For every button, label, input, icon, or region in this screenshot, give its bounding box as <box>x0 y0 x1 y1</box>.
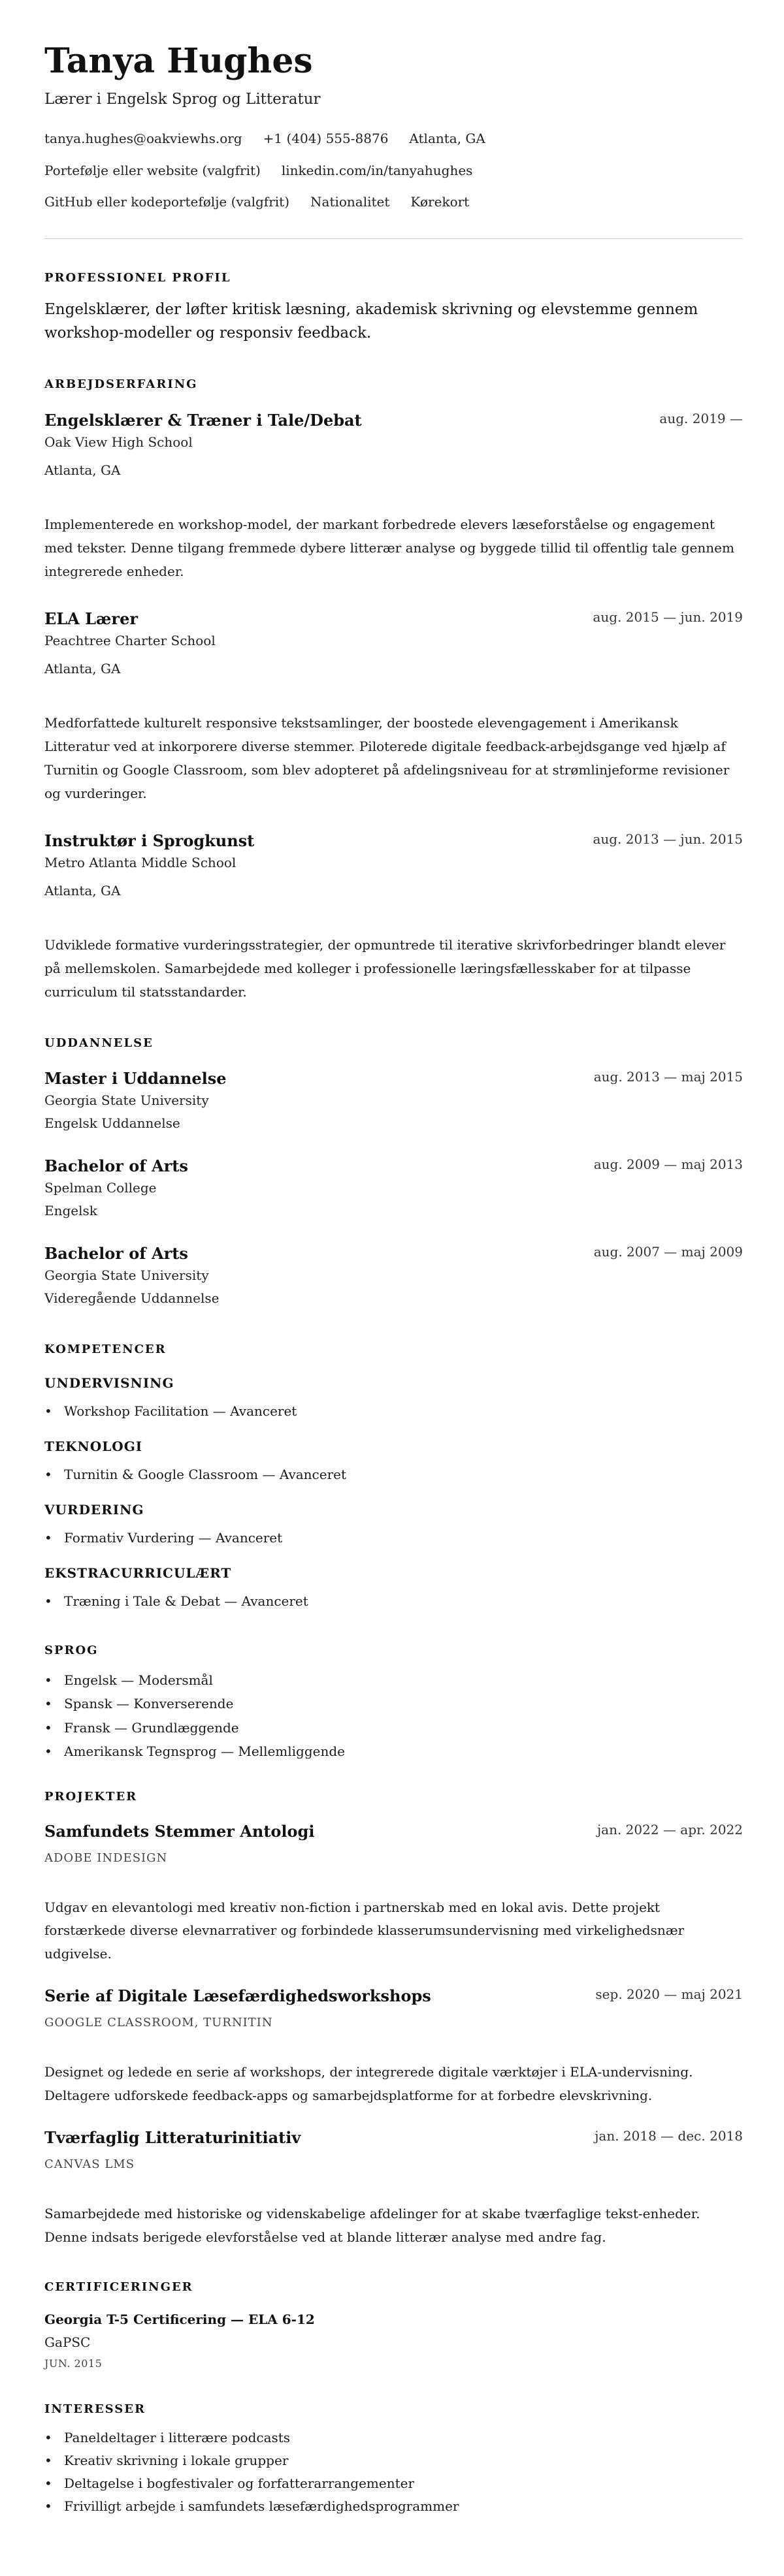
job-description: Udviklede formative vurderingsstrategier, der opmuntrede til iterative skrivforbedringer blandt elever på mellemskolen. Samarbejdede med kolleger i professionelle læringsfællesskaber for at tilpasse curriculum til statsstandarder. <box>44 936 726 1000</box>
project-description: Udgav en elevantologi med kreativ non-fiction i partnerskab med en lokal avis. Dette projekt forstærkede diverse elevnarrativer og forbindede klasserumsundervisning med virkelighedsnær udgivelse. <box>44 1899 685 1962</box>
project-tech: CANVAS LMS <box>44 2157 135 2171</box>
field-of-study: Videregående Uddannelse <box>44 1290 220 1306</box>
job-entry <box>44 831 743 1004</box>
skill-list <box>44 1528 743 1548</box>
profile-text: Engelsklærer, der løfter kritisk læsning, akademisk skrivning og elevstemme gennem workshop-modeller og responsiv feedback. <box>44 300 698 342</box>
projects-section <box>44 1790 743 2250</box>
project-title: Serie af Digitale Læsefærdighedsworkshops <box>44 1986 431 2005</box>
section-heading: ARBEJDSERFARING <box>44 377 198 391</box>
language-item: • Spansk — Konverserende <box>44 1692 743 1716</box>
job-description: Implementerede en workshop-model, der markant forbedrede elevers læseforståelse og engagement med tekster. Denne tilgang fremmede dybere litterær analyse og byggede tillid til offentlig tale gennem integrerede enheder. <box>44 516 734 579</box>
certification-title: Georgia T-5 Certificering — ELA 6-12 <box>44 2312 315 2327</box>
education-date: aug. 2013 — maj 2015 <box>593 1068 743 1085</box>
school-name: Georgia State University <box>44 1092 209 1108</box>
project-date: sep. 2020 — maj 2021 <box>595 1986 743 2002</box>
contact-info <box>44 123 743 218</box>
job-title: Engelsklærer & Træner i Tale/Debat <box>44 410 362 430</box>
interest-item: • Deltagelse i bogfestivaler og forfatterarrangementer <box>44 2472 743 2495</box>
contact-portfolio[interactable]: Portefølje eller website (valgfrit) <box>44 162 261 178</box>
skill-group-heading: EKSTRACURRICULÆRT <box>44 1565 232 1581</box>
degree-title: Bachelor of Arts <box>44 1243 188 1263</box>
field-of-study: Engelsk <box>44 1202 97 1218</box>
skill-item: • Workshop Facilitation — Avanceret <box>44 1401 743 1421</box>
job-company: Peachtree Charter School <box>44 632 216 648</box>
education-section <box>44 1036 743 1310</box>
section-heading: PROFESSIONEL PROFIL <box>44 270 231 285</box>
candidate-title: Lærer i Engelsk Sprog og Litteratur <box>44 91 321 108</box>
project-entry <box>44 1821 743 1966</box>
skill-group-heading: VURDERING <box>44 1501 144 1518</box>
contact-row <box>44 186 743 218</box>
interest-item: • Paneldeltager i litterære podcasts <box>44 2426 743 2449</box>
job-entry <box>44 609 743 805</box>
languages-section <box>44 1644 743 1764</box>
candidate-name: Tanya Hughes <box>44 41 313 81</box>
skills-section <box>44 1343 743 1611</box>
header-divider <box>44 238 743 239</box>
language-item: • Amerikansk Tegnsprog — Mellemliggende <box>44 1740 743 1764</box>
education-date: aug. 2009 — maj 2013 <box>593 1156 743 1172</box>
project-date: jan. 2022 — apr. 2022 <box>596 1821 743 1837</box>
contact-nationality: Nationalitet <box>310 194 390 210</box>
job-date: aug. 2015 — jun. 2019 <box>593 609 743 625</box>
school-name: Georgia State University <box>44 1267 209 1283</box>
experience-section <box>44 377 743 1004</box>
project-entry <box>44 1986 743 2107</box>
job-location: Atlanta, GA <box>44 462 121 478</box>
job-date: aug. 2013 — jun. 2015 <box>593 831 743 847</box>
job-description: Medforfattede kulturelt responsive tekstsamlinger, der boostede elevengagement i Amerikansk Litteratur ved at inkorporere diverse stemmer. Piloterede digitale feedback-arbejdsgange ved hjælp af Turnitin og Google Classroom, som blev adopteret på afdelingsniveau for at strømlinjeforme revisioner og vurderinger. <box>44 714 730 801</box>
job-title: ELA Lærer <box>44 609 138 628</box>
section-heading: CERTIFICERINGER <box>44 2280 193 2294</box>
contact-row <box>44 123 743 155</box>
skill-group-heading: UNDERVISNING <box>44 1375 174 1391</box>
contact-row <box>44 155 743 187</box>
job-company: Oak View High School <box>44 434 193 450</box>
degree-title: Master i Uddannelse <box>44 1068 227 1088</box>
skill-item: • Turnitin & Google Classroom — Avanceret <box>44 1465 743 1484</box>
project-tech: GOOGLE CLASSROOM, TURNITIN <box>44 2016 273 2029</box>
resume-header <box>44 41 743 218</box>
job-company: Metro Atlanta Middle School <box>44 854 237 870</box>
contact-drivers-license: Kørekort <box>410 194 470 210</box>
degree-title: Bachelor of Arts <box>44 1156 188 1175</box>
education-entry <box>44 1156 743 1222</box>
skill-group-heading: TEKNOLOGI <box>44 1438 143 1454</box>
project-entry <box>44 2127 743 2249</box>
skill-list <box>44 1401 743 1421</box>
job-title: Instruktør i Sprogkunst <box>44 831 255 850</box>
language-item: • Engelsk — Modersmål <box>44 1668 743 1693</box>
project-tech: ADOBE INDESIGN <box>44 1851 168 1865</box>
skill-list <box>44 1591 743 1611</box>
contact-location: Atlanta, GA <box>409 131 485 146</box>
school-name: Spelman College <box>44 1179 157 1196</box>
job-location: Atlanta, GA <box>44 660 121 676</box>
contact-email[interactable]: tanya.hughes@oakviewhs.org <box>44 131 242 146</box>
field-of-study: Engelsk Uddannelse <box>44 1115 180 1131</box>
project-description: Samarbejdede med historiske og videnskabelige afdelinger for at skabe tværfaglige tekst-enheder. Denne indsats berigede elevforståelse ved at blande litterær analyse med andre fag. <box>44 2206 700 2245</box>
certification-issuer: GaPSC <box>44 2334 91 2350</box>
skill-list <box>44 1465 743 1484</box>
education-entry <box>44 1068 743 1135</box>
project-title: Tværfaglig Litteraturinitiativ <box>44 2128 301 2147</box>
interests-section <box>44 2402 743 2518</box>
language-item: • Fransk — Grundlæggende <box>44 1716 743 1740</box>
section-heading: KOMPETENCER <box>44 1342 167 1356</box>
contact-linkedin[interactable]: linkedin.com/in/tanyahughes <box>281 162 473 178</box>
interest-list <box>44 2426 743 2518</box>
section-heading: INTERESSER <box>44 2402 146 2416</box>
interest-item: • Frivilligt arbejde i samfundets læsefærdighedsprogrammer <box>44 2495 743 2518</box>
job-entry <box>44 410 743 583</box>
profile-section <box>44 271 743 345</box>
interest-item: • Kreativ skrivning i lokale grupper <box>44 2449 743 2472</box>
job-date: aug. 2019 — <box>659 410 743 426</box>
project-description: Designet og ledede en serie af workshops, der integrerede digitale værktøjer i ELA-undervisning. Deltagere udforskede feedback-apps og samarbejdsplatforme for at forbedre elevskrivning. <box>44 2064 693 2103</box>
section-heading: PROJEKTER <box>44 1789 138 1804</box>
job-location: Atlanta, GA <box>44 882 121 898</box>
skill-item: • Formativ Vurdering — Avanceret <box>44 1528 743 1548</box>
certification-date: JUN. 2015 <box>44 2357 103 2370</box>
section-heading: UDDANNELSE <box>44 1036 154 1050</box>
education-entry <box>44 1243 743 1310</box>
skill-item: • Træning i Tale & Debat — Avanceret <box>44 1591 743 1611</box>
contact-phone[interactable]: +1 (404) 555-8876 <box>263 131 389 146</box>
contact-github[interactable]: GitHub eller kodeportefølje (valgfrit) <box>44 194 290 210</box>
language-list <box>44 1668 743 1764</box>
certifications-section <box>44 2280 743 2374</box>
project-date: jan. 2018 — dec. 2018 <box>595 2128 743 2144</box>
section-heading: SPROG <box>44 1643 99 1657</box>
project-title: Samfundets Stemmer Antologi <box>44 1821 315 1841</box>
education-date: aug. 2007 — maj 2009 <box>593 1243 743 1260</box>
